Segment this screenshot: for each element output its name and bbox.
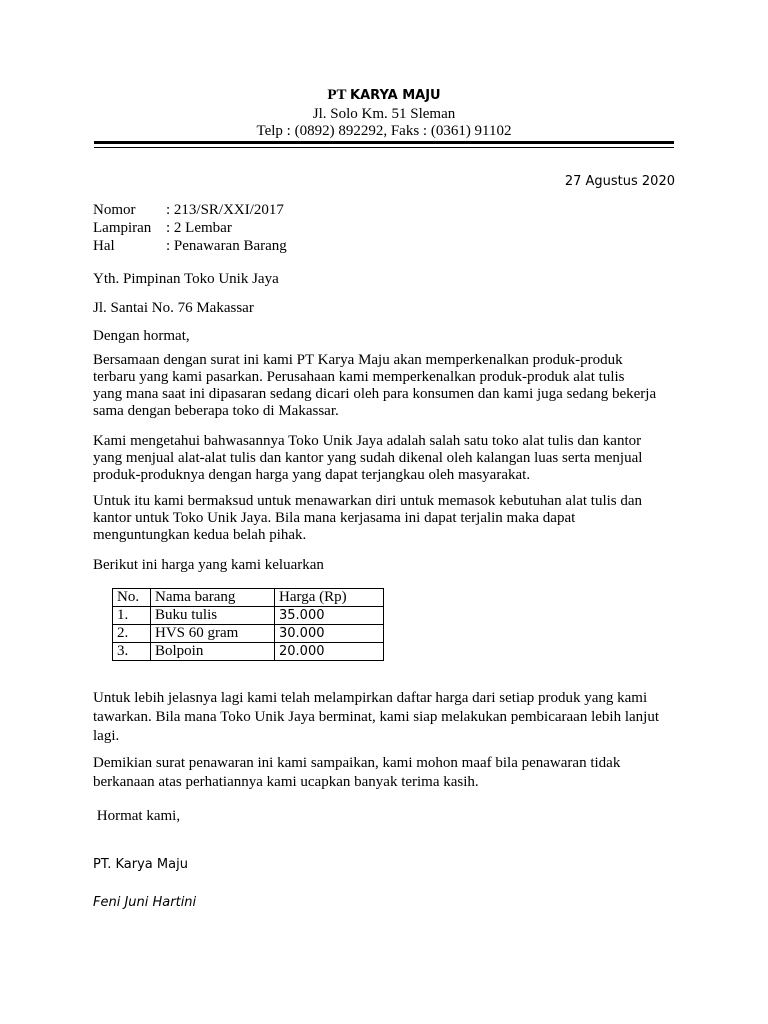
paragraph-line: sama dengan beberapa toko di Makassar.	[93, 403, 339, 419]
table-cell-item: Buku tulis	[151, 607, 275, 625]
paragraph-line: yang menjual alat-alat tulis dan kantor yang sudah dikenal oleh kalangan luas serta menjual	[93, 450, 643, 466]
meta-value-lampiran: : 2 Lembar	[166, 220, 232, 236]
table-cell-item: HVS 60 gram	[151, 625, 275, 643]
paragraph-line: Bersamaan dengan surat ini kami PT Karya Maju akan memperkenalkan produk-produk	[93, 352, 623, 368]
table-cell-item: Bolpoin	[151, 643, 275, 661]
meta-value-hal: : Penawaran Barang	[166, 238, 287, 254]
greeting: Dengan hormat,	[93, 328, 190, 344]
meta-label-lampiran: Lampiran	[93, 220, 152, 236]
paragraph-line: lagi.	[93, 728, 120, 744]
table-cell-price: 20.000	[275, 643, 384, 661]
company-contact: Telp : (0892) 892292, Faks : (0361) 91102	[256, 123, 512, 139]
table-cell-no: 1.	[113, 607, 151, 625]
company-prefix: PT	[327, 87, 347, 103]
letter-date: 27 Agustus 2020	[564, 174, 675, 189]
paragraph-line: yang mana saat ini dipasaran sedang dicari oleh para konsumen dan kami juga sedang bekerja	[93, 386, 657, 402]
table-cell-price: 35.000	[275, 607, 384, 625]
table-header-cell: No.	[113, 589, 151, 607]
paragraph-line: produk-produknya dengan harga yang dapat terjangkau oleh masyarakat.	[93, 467, 531, 483]
table-header-cell: Nama barang	[151, 589, 275, 607]
paragraph-attachment	[93, 689, 693, 746]
meta-label-nomor: Nomor	[93, 202, 136, 218]
company-name-text: KARYA MAJU	[350, 88, 441, 103]
paragraph-line: Untuk itu kami bermaksud untuk menawarkan diri untuk memasok kebutuhan alat tulis dan	[93, 493, 643, 509]
paragraph-intro	[93, 352, 693, 420]
paragraph-line: menguntungkan kedua belah pihak.	[93, 527, 307, 543]
paragraph-offer	[93, 493, 693, 544]
table-row	[113, 607, 384, 625]
paragraph-about-store	[93, 433, 693, 484]
table-row	[113, 625, 384, 643]
letterhead-rule-thick	[94, 141, 674, 144]
table-cell-no: 3.	[113, 643, 151, 661]
table-intro: Berikut ini harga yang kami keluarkan	[93, 557, 324, 573]
table-header-cell: Harga (Rp)	[275, 589, 384, 607]
table-header-row	[113, 589, 384, 607]
closing-salutation: Hormat kami,	[93, 808, 181, 824]
paragraph-closing	[93, 754, 693, 792]
price-table	[112, 588, 384, 661]
letterhead-rule-thin	[94, 147, 674, 148]
paragraph-line: kantor untuk Toko Unik Jaya. Bila mana kerjasama ini dapat terjalin maka dapat	[93, 510, 576, 526]
table-cell-no: 2.	[113, 625, 151, 643]
paragraph-line: Demikian surat penawaran ini kami sampaikan, kami mohon maaf bila penawaran tidak	[93, 755, 621, 771]
meta-label-hal: Hal	[93, 238, 115, 254]
sender-name: Feni Juni Hartini	[93, 895, 197, 910]
table-cell-price: 30.000	[275, 625, 384, 643]
recipient-line-1: Yth. Pimpinan Toko Unik Jaya	[93, 271, 279, 287]
paragraph-line: terbaru yang kami pasarkan. Perusahaan kami memperkenalkan produk-produk alat tulis	[93, 369, 625, 385]
sender-company: PT. Karya Maju	[93, 857, 188, 872]
company-address: Jl. Solo Km. 51 Sleman	[312, 106, 456, 122]
company-name	[0, 86, 768, 105]
paragraph-line: tawarkan. Bila mana Toko Unik Jaya berminat, kami siap melakukan pembicaraan lebih lanjut	[93, 709, 659, 725]
paragraph-line: berkanaan atas perhatiannya kami ucapkan banyak terima kasih.	[93, 774, 479, 790]
recipient-line-2: Jl. Santai No. 76 Makassar	[93, 300, 254, 316]
table-row	[113, 643, 384, 661]
paragraph-line: Kami mengetahui bahwasannya Toko Unik Jaya adalah salah satu toko alat tulis dan kantor	[93, 433, 642, 449]
paragraph-line: Untuk lebih jelasnya lagi kami telah melampirkan daftar harga dari setiap produk yang kami	[93, 690, 648, 706]
meta-value-nomor: : 213/SR/XXI/2017	[166, 202, 284, 218]
